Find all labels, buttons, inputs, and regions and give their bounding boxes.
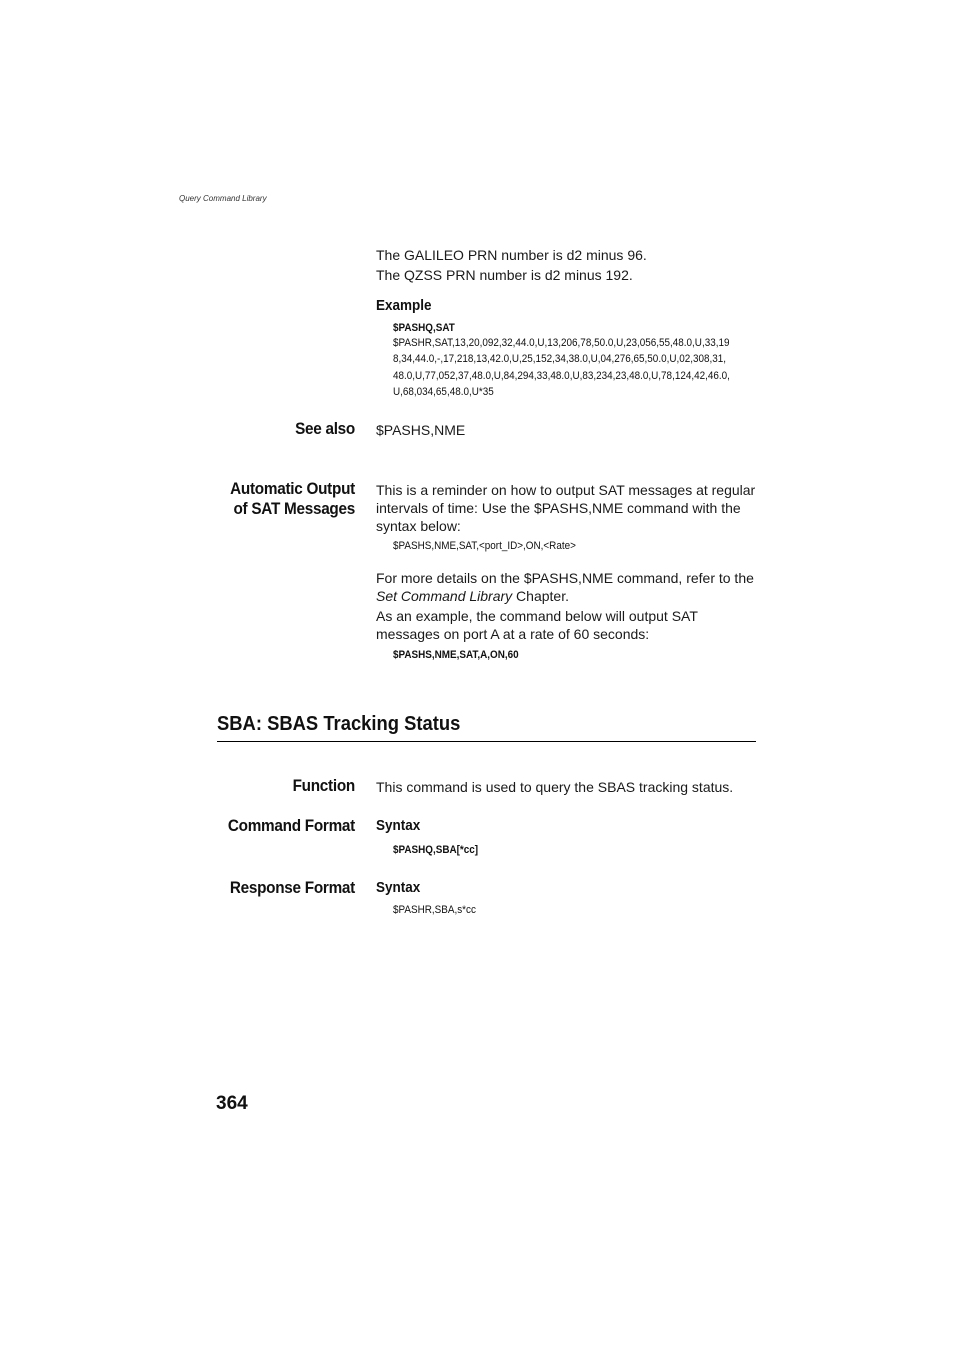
paragraph-line: This is a reminder on how to output SAT messages at regular [376,482,756,498]
example-paragraph [376,607,756,643]
galileo-prn-text: The GALILEO PRN number is d2 minus 96. [376,247,647,263]
command-format-heading: Command Format [227,816,355,835]
automatic-output-heading-line: Automatic Output [230,479,355,498]
nme-syntax: $PASHS,NME,SAT,<port_ID>,ON,<Rate> [393,540,576,552]
automatic-output-heading [198,479,356,519]
section-rule [217,741,756,742]
automatic-output-heading-line: of SAT Messages [233,499,355,518]
example-response-line: 8,34,44.0,-,17,218,13,42.0,U,25,152,34,38.0,U,04,276,65,50.0,U,02,308,31, [393,353,727,365]
more-details-paragraph [376,569,756,605]
response-syntax: $PASHR,SBA,s*cc [393,904,476,916]
example-heading: Example [376,297,432,314]
example-response-line: 48.0,U,77,052,37,48.0,U,84,294,33,48.0,U,83,234,23,48.0,U,78,124,42,46.0, [393,370,730,382]
paragraph-line [376,587,756,605]
example-response-line: $PASHR,SAT,13,20,092,32,44.0,U,13,206,78,50.0,U,23,056,55,48.0,U,33,19 [393,337,730,349]
example-query: $PASHQ,SAT [393,322,455,334]
function-text: This command is used to query the SBAS tracking status. [376,779,734,795]
running-header: Query Command Library [179,194,267,203]
automatic-output-paragraph [376,481,756,535]
set-command-library-reference: Set Command Library [376,588,513,604]
response-format-heading: Response Format [229,878,355,897]
command-syntax: $PASHQ,SBA[*cc] [393,844,479,856]
paragraph-line: For more details on the $PASHS,NME command, refer to the [376,570,754,586]
see-also-link: $PASHS,NME [376,422,466,438]
paragraph-line: As an example, the command below will output SAT [376,608,698,624]
qzss-prn-text: The QZSS PRN number is d2 minus 192. [376,267,633,283]
example-response-line: U,68,034,65,48.0,U*35 [393,386,494,398]
example-command: $PASHS,NME,SAT,A,ON,60 [393,649,519,661]
section-title: SBA: SBAS Tracking Status [217,713,461,735]
command-syntax-heading: Syntax [376,817,421,834]
paragraph-tail: Chapter. [512,588,569,604]
page-number: 364 [216,1093,248,1114]
function-heading: Function [292,776,355,795]
see-also-heading: See also [295,419,355,438]
paragraph-line: messages on port A at a rate of 60 seconds: [376,626,650,642]
paragraph-line: intervals of time: Use the $PASHS,NME command with the [376,500,741,516]
paragraph-line: syntax below: [376,518,461,534]
response-syntax-heading: Syntax [376,879,421,896]
